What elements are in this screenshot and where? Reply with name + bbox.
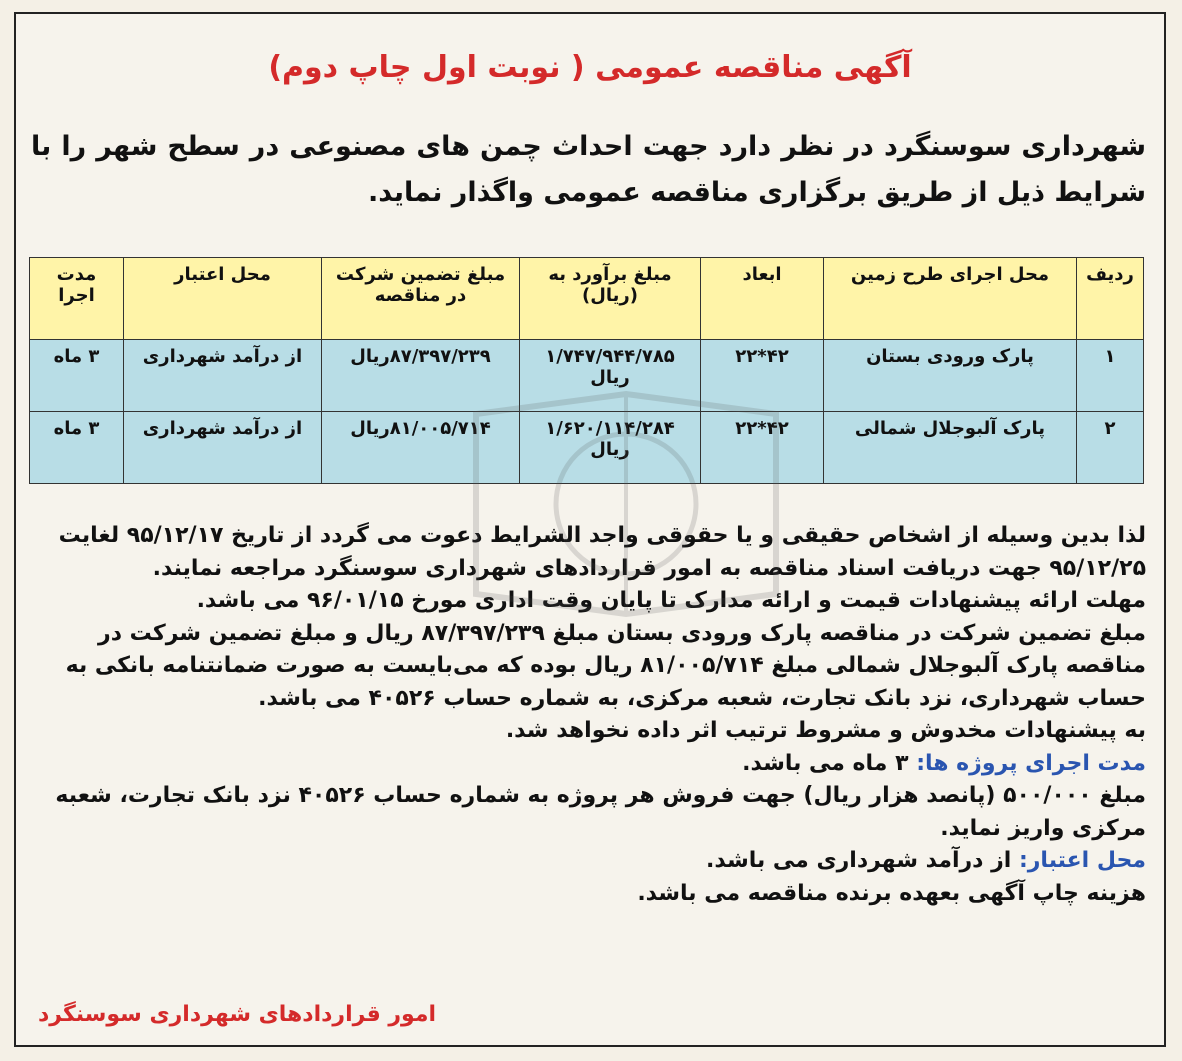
cell-dimensions: ۴۲*۲۲	[701, 412, 824, 484]
notice-body	[31, 520, 1146, 910]
cell-guarantee: ۸۱/۰۰۵/۷۱۴ریال	[322, 412, 520, 484]
tender-table	[29, 257, 1144, 484]
credit-text: از درآمد شهرداری می باشد.	[706, 848, 1019, 873]
table-row	[30, 412, 1144, 484]
credit-paragraph	[31, 845, 1146, 878]
cell-row-number: ۲	[1077, 412, 1144, 484]
cell-estimate: ۱/۷۴۷/۹۴۴/۷۸۵ ریال	[520, 340, 701, 412]
conditions-paragraph: به پیشنهادات مخدوش و مشروط ترتیب اثر داده نخواهد شد.	[505, 718, 1146, 743]
intro-text: شهرداری سوسنگرد در نظر دارد جهت احداث چمن های مصنوعی در سطح شهر را با شرایط ذیل از طریق برگزاری مناقصه عمومی واگذار نماید.	[31, 131, 1146, 208]
document-fee-paragraph: مبلغ ۵۰۰/۰۰۰ (پانصد هزار ریال) جهت فروش هر پروژه به شماره حساب ۴۰۵۲۶ نزد بانک تجارت، شعبه مرکزی واریز نماید.	[55, 783, 1146, 841]
header-row-number: ردیف	[1077, 258, 1144, 340]
cell-credit: از درآمد شهرداری	[124, 340, 322, 412]
cell-dimensions: ۴۲*۲۲	[701, 340, 824, 412]
table-header-row	[30, 258, 1144, 340]
credit-label: محل اعتبار:	[1018, 848, 1146, 873]
duration-label: مدت اجرای پروژه ها:	[916, 750, 1146, 776]
deadline-paragraph: مهلت ارائه پیشنهادات قیمت و ارائه مدارک تا پایان وقت اداری مورخ ۹۶/۰۱/۱۵ می باشد.	[196, 588, 1146, 613]
notice-page	[14, 12, 1166, 1047]
issuer-signature: امور قراردادهای شهرداری سوسنگرد	[38, 1002, 437, 1027]
duration-text: ۳ ماه می باشد.	[742, 750, 917, 776]
header-dimensions: ابعاد	[701, 258, 824, 340]
invitation-paragraph: لذا بدین وسیله از اشخاص حقیقی و یا حقوقی واجد الشرایط دعوت می گردد از تاریخ ۹۵/۱۲/۱۷ لغایت ۹۵/۱۲/۲۵ جهت دریافت اسناد مناقصه به امور قراردادهای شهرداری سوسنگرد مراجعه نمایند.	[58, 523, 1146, 581]
cell-duration: ۳ ماه	[30, 412, 124, 484]
cell-location: پارک آلبوجلال شمالی	[824, 412, 1077, 484]
header-estimate: مبلغ برآورد به (ریال)	[520, 258, 701, 340]
cell-row-number: ۱	[1077, 340, 1144, 412]
header-duration: مدت اجرا	[30, 258, 124, 340]
table-row	[30, 340, 1144, 412]
guarantee-paragraph: مبلغ تضمین شرکت در مناقصه پارک ورودی بستان مبلغ ۸۷/۳۹۷/۲۳۹ ریال و مبلغ تضمین شرکت در مناقصه پارک آلبوجلال شمالی مبلغ ۸۱/۰۰۵/۷۱۴ ریال بوده که می‌بایست به صورت ضمانتنامه بانکی به حساب شهرداری، نزد بانک تجارت، شعبه مرکزی، به شماره حساب ۴۰۵۲۶ می باشد.	[65, 620, 1146, 711]
cell-duration: ۳ ماه	[30, 340, 124, 412]
cell-credit: از درآمد شهرداری	[124, 412, 322, 484]
notice-title: آگهی مناقصه عمومی ( نوبت اول چاپ دوم)	[268, 50, 912, 85]
cell-location: پارک ورودی بستان	[824, 340, 1077, 412]
header-guarantee: مبلغ تضمین شرکت در مناقصه	[322, 258, 520, 340]
header-location: محل اجرای طرح زمین	[824, 258, 1077, 340]
duration-paragraph	[31, 748, 1146, 781]
cell-guarantee: ۸۷/۳۹۷/۲۳۹ریال	[322, 340, 520, 412]
header-credit: محل اعتبار	[124, 258, 322, 340]
ad-cost-paragraph: هزینه چاپ آگهی بعهده برنده مناقصه می باشد.	[637, 880, 1146, 906]
cell-estimate: ۱/۶۲۰/۱۱۴/۲۸۴ ریال	[520, 412, 701, 484]
